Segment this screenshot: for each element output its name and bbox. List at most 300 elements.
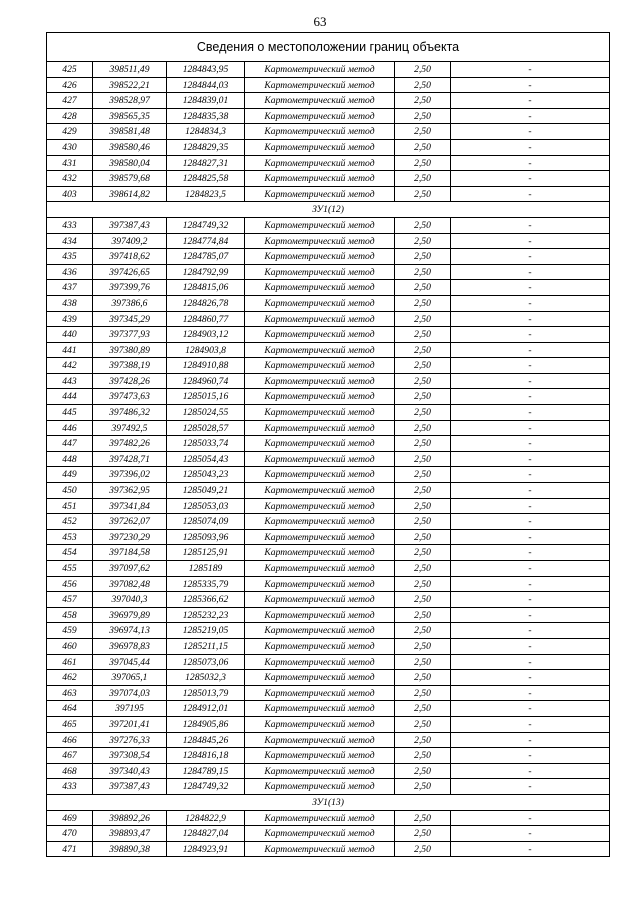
accuracy-cell: 2,50 bbox=[395, 686, 451, 701]
x-coordinate-cell: 397345,29 bbox=[93, 312, 167, 327]
y-coordinate-cell: 1284835,38 bbox=[167, 109, 245, 124]
x-coordinate-cell: 396978,83 bbox=[93, 639, 167, 654]
method-cell: Картометрический метод bbox=[245, 234, 395, 249]
accuracy-cell: 2,50 bbox=[395, 93, 451, 108]
x-coordinate-cell: 397040,3 bbox=[93, 592, 167, 607]
accuracy-cell: 2,50 bbox=[395, 218, 451, 233]
note-cell: - bbox=[528, 718, 532, 730]
y-coordinate-cell: 1284860,77 bbox=[167, 312, 245, 327]
method-cell: Картометрический метод bbox=[245, 436, 395, 451]
table-row bbox=[47, 592, 609, 608]
point-number-cell: 426 bbox=[47, 78, 93, 93]
accuracy-cell: 2,50 bbox=[395, 623, 451, 638]
note-cell: - bbox=[528, 297, 532, 309]
point-number-cell: 434 bbox=[47, 234, 93, 249]
table-row bbox=[47, 62, 609, 78]
accuracy-cell: 2,50 bbox=[395, 592, 451, 607]
point-number-cell: 470 bbox=[47, 826, 93, 841]
y-coordinate-cell: 1284912,01 bbox=[167, 701, 245, 716]
point-number-cell: 435 bbox=[47, 249, 93, 264]
note-cell: - bbox=[528, 126, 532, 138]
note-cell: - bbox=[528, 750, 532, 762]
point-number-cell: 438 bbox=[47, 296, 93, 311]
y-coordinate-cell: 1284903,8 bbox=[167, 343, 245, 358]
method-cell: Картометрический метод bbox=[245, 358, 395, 373]
accuracy-cell: 2,50 bbox=[395, 842, 451, 857]
accuracy-cell: 2,50 bbox=[395, 826, 451, 841]
accuracy-cell: 2,50 bbox=[395, 405, 451, 420]
point-number-cell: 445 bbox=[47, 405, 93, 420]
y-coordinate-cell: 1284826,78 bbox=[167, 296, 245, 311]
note-cell: - bbox=[528, 640, 532, 652]
y-coordinate-cell: 1284822,9 bbox=[167, 811, 245, 826]
table-row bbox=[47, 577, 609, 593]
x-coordinate-cell: 397308,54 bbox=[93, 748, 167, 763]
accuracy-cell: 2,50 bbox=[395, 514, 451, 529]
point-number-cell: 444 bbox=[47, 389, 93, 404]
table-title: Сведения о местоположении границ объекта bbox=[47, 33, 609, 62]
table-row bbox=[47, 452, 609, 468]
y-coordinate-cell: 1285232,23 bbox=[167, 608, 245, 623]
accuracy-cell: 2,50 bbox=[395, 140, 451, 155]
table-row bbox=[47, 623, 609, 639]
x-coordinate-cell: 397492,5 bbox=[93, 421, 167, 436]
point-number-cell: 460 bbox=[47, 639, 93, 654]
table-row bbox=[47, 748, 609, 764]
table-row bbox=[47, 327, 609, 343]
table-row bbox=[47, 530, 609, 546]
accuracy-cell: 2,50 bbox=[395, 717, 451, 732]
table-row bbox=[47, 826, 609, 842]
point-number-cell: 467 bbox=[47, 748, 93, 763]
x-coordinate-cell: 397065,1 bbox=[93, 670, 167, 685]
accuracy-cell: 2,50 bbox=[395, 358, 451, 373]
method-cell: Картометрический метод bbox=[245, 842, 395, 857]
table-row bbox=[47, 389, 609, 405]
point-number-cell: 463 bbox=[47, 686, 93, 701]
point-number-cell: 471 bbox=[47, 842, 93, 857]
note-cell: - bbox=[528, 765, 532, 777]
point-number-cell: 442 bbox=[47, 358, 93, 373]
accuracy-cell: 2,50 bbox=[395, 530, 451, 545]
method-cell: Картометрический метод bbox=[245, 499, 395, 514]
accuracy-cell: 2,50 bbox=[395, 733, 451, 748]
x-coordinate-cell: 397380,89 bbox=[93, 343, 167, 358]
method-cell: Картометрический метод bbox=[245, 608, 395, 623]
note-cell: - bbox=[528, 188, 532, 200]
method-cell: Картометрический метод bbox=[245, 655, 395, 670]
note-cell: - bbox=[528, 438, 532, 450]
note-cell: - bbox=[528, 173, 532, 185]
method-cell: Картометрический метод bbox=[245, 265, 395, 280]
table-row bbox=[47, 374, 609, 390]
y-coordinate-cell: 1284785,07 bbox=[167, 249, 245, 264]
x-coordinate-cell: 397486,32 bbox=[93, 405, 167, 420]
page-number: 63 bbox=[313, 14, 327, 29]
table-row bbox=[47, 187, 609, 203]
point-number-cell: 457 bbox=[47, 592, 93, 607]
table-row bbox=[47, 701, 609, 717]
method-cell: Картометрический метод bbox=[245, 592, 395, 607]
method-cell: Картометрический метод bbox=[245, 452, 395, 467]
table-row bbox=[47, 436, 609, 452]
note-cell: - bbox=[528, 407, 532, 419]
y-coordinate-cell: 1284834,3 bbox=[167, 124, 245, 139]
table-row bbox=[47, 483, 609, 499]
accuracy-cell: 2,50 bbox=[395, 436, 451, 451]
method-cell: Картометрический метод bbox=[245, 62, 395, 77]
point-number-cell: 427 bbox=[47, 93, 93, 108]
accuracy-cell: 2,50 bbox=[395, 499, 451, 514]
method-cell: Картометрический метод bbox=[245, 187, 395, 202]
y-coordinate-cell: 1284923,91 bbox=[167, 842, 245, 857]
accuracy-cell: 2,50 bbox=[395, 312, 451, 327]
y-coordinate-cell: 1284829,35 bbox=[167, 140, 245, 155]
accuracy-cell: 2,50 bbox=[395, 561, 451, 576]
table-row bbox=[47, 717, 609, 733]
y-coordinate-cell: 1284960,74 bbox=[167, 374, 245, 389]
method-cell: Картометрический метод bbox=[245, 312, 395, 327]
y-coordinate-cell: 1284815,06 bbox=[167, 280, 245, 295]
method-cell: Картометрический метод bbox=[245, 639, 395, 654]
accuracy-cell: 2,50 bbox=[395, 296, 451, 311]
table-row bbox=[47, 109, 609, 125]
note-cell: - bbox=[528, 578, 532, 590]
note-cell: - bbox=[528, 141, 532, 153]
table-row bbox=[47, 358, 609, 374]
x-coordinate-cell: 397362,95 bbox=[93, 483, 167, 498]
y-coordinate-cell: 1285211,15 bbox=[167, 639, 245, 654]
point-number-cell: 441 bbox=[47, 343, 93, 358]
point-number-cell: 432 bbox=[47, 171, 93, 186]
y-coordinate-cell: 1285054,43 bbox=[167, 452, 245, 467]
accuracy-cell: 2,50 bbox=[395, 124, 451, 139]
y-coordinate-cell: 1285125,91 bbox=[167, 545, 245, 560]
x-coordinate-cell: 397426,65 bbox=[93, 265, 167, 280]
accuracy-cell: 2,50 bbox=[395, 171, 451, 186]
point-number-cell: 430 bbox=[47, 140, 93, 155]
x-coordinate-cell: 397045,44 bbox=[93, 655, 167, 670]
table-row bbox=[47, 733, 609, 749]
y-coordinate-cell: 1285074,09 bbox=[167, 514, 245, 529]
x-coordinate-cell: 397473,63 bbox=[93, 389, 167, 404]
table-row bbox=[47, 514, 609, 530]
table-row bbox=[47, 608, 609, 624]
note-cell: - bbox=[528, 79, 532, 91]
table-row bbox=[47, 655, 609, 671]
x-coordinate-cell: 398522,21 bbox=[93, 78, 167, 93]
table-row bbox=[47, 140, 609, 156]
y-coordinate-cell: 1284827,04 bbox=[167, 826, 245, 841]
accuracy-cell: 2,50 bbox=[395, 811, 451, 826]
table-row bbox=[47, 156, 609, 172]
note-cell: - bbox=[528, 110, 532, 122]
y-coordinate-cell: 1284845,26 bbox=[167, 733, 245, 748]
accuracy-cell: 2,50 bbox=[395, 748, 451, 763]
y-coordinate-cell: 1284905,86 bbox=[167, 717, 245, 732]
point-number-cell: 446 bbox=[47, 421, 93, 436]
method-cell: Картометрический метод bbox=[245, 374, 395, 389]
accuracy-cell: 2,50 bbox=[395, 187, 451, 202]
note-cell: - bbox=[528, 703, 532, 715]
point-number-cell: 403 bbox=[47, 187, 93, 202]
x-coordinate-cell: 397396,02 bbox=[93, 467, 167, 482]
y-coordinate-cell: 1285024,55 bbox=[167, 405, 245, 420]
x-coordinate-cell: 397482,26 bbox=[93, 436, 167, 451]
note-cell: - bbox=[528, 656, 532, 668]
table-row bbox=[47, 561, 609, 577]
y-coordinate-cell: 1284827,31 bbox=[167, 156, 245, 171]
table-row bbox=[47, 405, 609, 421]
y-coordinate-cell: 1285013,79 bbox=[167, 686, 245, 701]
method-cell: Картометрический метод bbox=[245, 701, 395, 716]
table-row bbox=[47, 545, 609, 561]
point-number-cell: 448 bbox=[47, 452, 93, 467]
point-number-cell: 437 bbox=[47, 280, 93, 295]
note-cell: - bbox=[528, 251, 532, 263]
point-number-cell: 454 bbox=[47, 545, 93, 560]
x-coordinate-cell: 397387,43 bbox=[93, 779, 167, 794]
method-cell: Картометрический метод bbox=[245, 140, 395, 155]
x-coordinate-cell: 398565,35 bbox=[93, 109, 167, 124]
table-row bbox=[47, 218, 609, 234]
note-cell: - bbox=[528, 500, 532, 512]
point-number-cell: 425 bbox=[47, 62, 93, 77]
method-cell: Картометрический метод bbox=[245, 623, 395, 638]
point-number-cell: 440 bbox=[47, 327, 93, 342]
y-coordinate-cell: 1284749,32 bbox=[167, 779, 245, 794]
accuracy-cell: 2,50 bbox=[395, 639, 451, 654]
y-coordinate-cell: 1285366,62 bbox=[167, 592, 245, 607]
note-cell: - bbox=[528, 594, 532, 606]
table-row bbox=[47, 234, 609, 250]
method-cell: Картометрический метод bbox=[245, 733, 395, 748]
y-coordinate-cell: 1285028,57 bbox=[167, 421, 245, 436]
x-coordinate-cell: 397340,43 bbox=[93, 764, 167, 779]
y-coordinate-cell: 1285049,21 bbox=[167, 483, 245, 498]
accuracy-cell: 2,50 bbox=[395, 670, 451, 685]
table-row bbox=[47, 124, 609, 140]
accuracy-cell: 2,50 bbox=[395, 701, 451, 716]
x-coordinate-cell: 398893,47 bbox=[93, 826, 167, 841]
y-coordinate-cell: 1285219,05 bbox=[167, 623, 245, 638]
method-cell: Картометрический метод bbox=[245, 296, 395, 311]
accuracy-cell: 2,50 bbox=[395, 389, 451, 404]
accuracy-cell: 2,50 bbox=[395, 421, 451, 436]
method-cell: Картометрический метод bbox=[245, 514, 395, 529]
method-cell: Картометрический метод bbox=[245, 686, 395, 701]
table-row bbox=[47, 467, 609, 483]
accuracy-cell: 2,50 bbox=[395, 452, 451, 467]
note-cell: - bbox=[528, 344, 532, 356]
point-number-cell: 455 bbox=[47, 561, 93, 576]
x-coordinate-cell: 397184,58 bbox=[93, 545, 167, 560]
x-coordinate-cell: 398580,04 bbox=[93, 156, 167, 171]
x-coordinate-cell: 397195 bbox=[93, 701, 167, 716]
point-number-cell: 464 bbox=[47, 701, 93, 716]
x-coordinate-cell: 397097,62 bbox=[93, 561, 167, 576]
point-number-cell: 433 bbox=[47, 779, 93, 794]
y-coordinate-cell: 1284825,58 bbox=[167, 171, 245, 186]
table-row bbox=[47, 670, 609, 686]
method-cell: Картометрический метод bbox=[245, 343, 395, 358]
point-number-cell: 429 bbox=[47, 124, 93, 139]
y-coordinate-cell: 1284792,99 bbox=[167, 265, 245, 280]
x-coordinate-cell: 396979,89 bbox=[93, 608, 167, 623]
y-coordinate-cell: 1285335,79 bbox=[167, 577, 245, 592]
table-row bbox=[47, 499, 609, 515]
method-cell: Картометрический метод bbox=[245, 405, 395, 420]
table-row bbox=[47, 312, 609, 328]
x-coordinate-cell: 398892,26 bbox=[93, 811, 167, 826]
point-number-cell: 456 bbox=[47, 577, 93, 592]
y-coordinate-cell: 1284910,88 bbox=[167, 358, 245, 373]
method-cell: Картометрический метод bbox=[245, 249, 395, 264]
x-coordinate-cell: 397428,71 bbox=[93, 452, 167, 467]
method-cell: Картометрический метод bbox=[245, 78, 395, 93]
point-number-cell: 428 bbox=[47, 109, 93, 124]
x-coordinate-cell: 397387,43 bbox=[93, 218, 167, 233]
x-coordinate-cell: 398614,82 bbox=[93, 187, 167, 202]
point-number-cell: 469 bbox=[47, 811, 93, 826]
note-cell: - bbox=[528, 609, 532, 621]
accuracy-cell: 2,50 bbox=[395, 343, 451, 358]
note-cell: - bbox=[528, 453, 532, 465]
section-header: ЗУ1(12) bbox=[47, 202, 609, 218]
y-coordinate-cell: 1285033,74 bbox=[167, 436, 245, 451]
point-number-cell: 462 bbox=[47, 670, 93, 685]
table-row bbox=[47, 280, 609, 296]
point-number-cell: 431 bbox=[47, 156, 93, 171]
accuracy-cell: 2,50 bbox=[395, 156, 451, 171]
point-number-cell: 450 bbox=[47, 483, 93, 498]
note-cell: - bbox=[528, 516, 532, 528]
method-cell: Картометрический метод bbox=[245, 389, 395, 404]
method-cell: Картометрический метод bbox=[245, 670, 395, 685]
note-cell: - bbox=[528, 687, 532, 699]
y-coordinate-cell: 1285053,03 bbox=[167, 499, 245, 514]
note-cell: - bbox=[528, 266, 532, 278]
point-number-cell: 443 bbox=[47, 374, 93, 389]
note-cell: - bbox=[528, 313, 532, 325]
note-cell: - bbox=[528, 64, 532, 75]
table-row bbox=[47, 296, 609, 312]
table-row bbox=[47, 686, 609, 702]
table-row bbox=[47, 249, 609, 265]
table-row bbox=[47, 93, 609, 109]
method-cell: Картометрический метод bbox=[245, 124, 395, 139]
accuracy-cell: 2,50 bbox=[395, 545, 451, 560]
method-cell: Картометрический метод bbox=[245, 280, 395, 295]
accuracy-cell: 2,50 bbox=[395, 109, 451, 124]
note-cell: - bbox=[528, 391, 532, 403]
table-row bbox=[47, 78, 609, 94]
x-coordinate-cell: 397377,93 bbox=[93, 327, 167, 342]
accuracy-cell: 2,50 bbox=[395, 655, 451, 670]
note-cell: - bbox=[528, 219, 532, 231]
accuracy-cell: 2,50 bbox=[395, 249, 451, 264]
method-cell: Картометрический метод bbox=[245, 811, 395, 826]
table-row bbox=[47, 171, 609, 187]
accuracy-cell: 2,50 bbox=[395, 467, 451, 482]
note-cell: - bbox=[528, 360, 532, 372]
y-coordinate-cell: 1285189 bbox=[167, 561, 245, 576]
note-cell: - bbox=[528, 157, 532, 169]
y-coordinate-cell: 1285093,96 bbox=[167, 530, 245, 545]
x-coordinate-cell: 398579,68 bbox=[93, 171, 167, 186]
method-cell: Картометрический метод bbox=[245, 171, 395, 186]
table-row bbox=[47, 842, 609, 858]
table-row bbox=[47, 421, 609, 437]
method-cell: Картометрический метод bbox=[245, 93, 395, 108]
method-cell: Картометрический метод bbox=[245, 483, 395, 498]
x-coordinate-cell: 397428,26 bbox=[93, 374, 167, 389]
note-cell: - bbox=[528, 672, 532, 684]
x-coordinate-cell: 397074,03 bbox=[93, 686, 167, 701]
accuracy-cell: 2,50 bbox=[395, 78, 451, 93]
note-cell: - bbox=[528, 828, 532, 840]
y-coordinate-cell: 1284816,18 bbox=[167, 748, 245, 763]
method-cell: Картометрический метод bbox=[245, 561, 395, 576]
note-cell: - bbox=[528, 812, 532, 824]
point-number-cell: 433 bbox=[47, 218, 93, 233]
x-coordinate-cell: 398580,46 bbox=[93, 140, 167, 155]
method-cell: Картометрический метод bbox=[245, 577, 395, 592]
note-cell: - bbox=[528, 625, 532, 637]
table-row bbox=[47, 639, 609, 655]
table-row bbox=[47, 779, 609, 795]
method-cell: Картометрический метод bbox=[245, 779, 395, 794]
y-coordinate-cell: 1284774,84 bbox=[167, 234, 245, 249]
table-row bbox=[47, 265, 609, 281]
y-coordinate-cell: 1284839,01 bbox=[167, 93, 245, 108]
x-coordinate-cell: 397201,41 bbox=[93, 717, 167, 732]
y-coordinate-cell: 1284823,5 bbox=[167, 187, 245, 202]
note-cell: - bbox=[528, 422, 532, 434]
point-number-cell: 451 bbox=[47, 499, 93, 514]
note-cell: - bbox=[528, 563, 532, 574]
accuracy-cell: 2,50 bbox=[395, 265, 451, 280]
y-coordinate-cell: 1284843,95 bbox=[167, 62, 245, 77]
point-number-cell: 439 bbox=[47, 312, 93, 327]
note-cell: - bbox=[528, 843, 532, 855]
note-cell: - bbox=[528, 282, 532, 294]
method-cell: Картометрический метод bbox=[245, 826, 395, 841]
method-cell: Картометрический метод bbox=[245, 156, 395, 171]
method-cell: Картометрический метод bbox=[245, 717, 395, 732]
note-cell: - bbox=[528, 375, 532, 387]
point-number-cell: 449 bbox=[47, 467, 93, 482]
note-cell: - bbox=[528, 485, 532, 497]
method-cell: Картометрический метод bbox=[245, 327, 395, 342]
section-header: ЗУ1(13) bbox=[47, 795, 609, 811]
x-coordinate-cell: 398511,49 bbox=[93, 62, 167, 77]
note-cell: - bbox=[528, 469, 532, 481]
x-coordinate-cell: 397082,48 bbox=[93, 577, 167, 592]
accuracy-cell: 2,50 bbox=[395, 608, 451, 623]
accuracy-cell: 2,50 bbox=[395, 62, 451, 77]
y-coordinate-cell: 1285073,06 bbox=[167, 655, 245, 670]
y-coordinate-cell: 1285015,16 bbox=[167, 389, 245, 404]
point-number-cell: 436 bbox=[47, 265, 93, 280]
point-number-cell: 453 bbox=[47, 530, 93, 545]
point-number-cell: 452 bbox=[47, 514, 93, 529]
note-cell: - bbox=[528, 531, 532, 543]
point-number-cell: 458 bbox=[47, 608, 93, 623]
x-coordinate-cell: 398890,38 bbox=[93, 842, 167, 857]
method-cell: Картометрический метод bbox=[245, 545, 395, 560]
x-coordinate-cell: 398581,48 bbox=[93, 124, 167, 139]
